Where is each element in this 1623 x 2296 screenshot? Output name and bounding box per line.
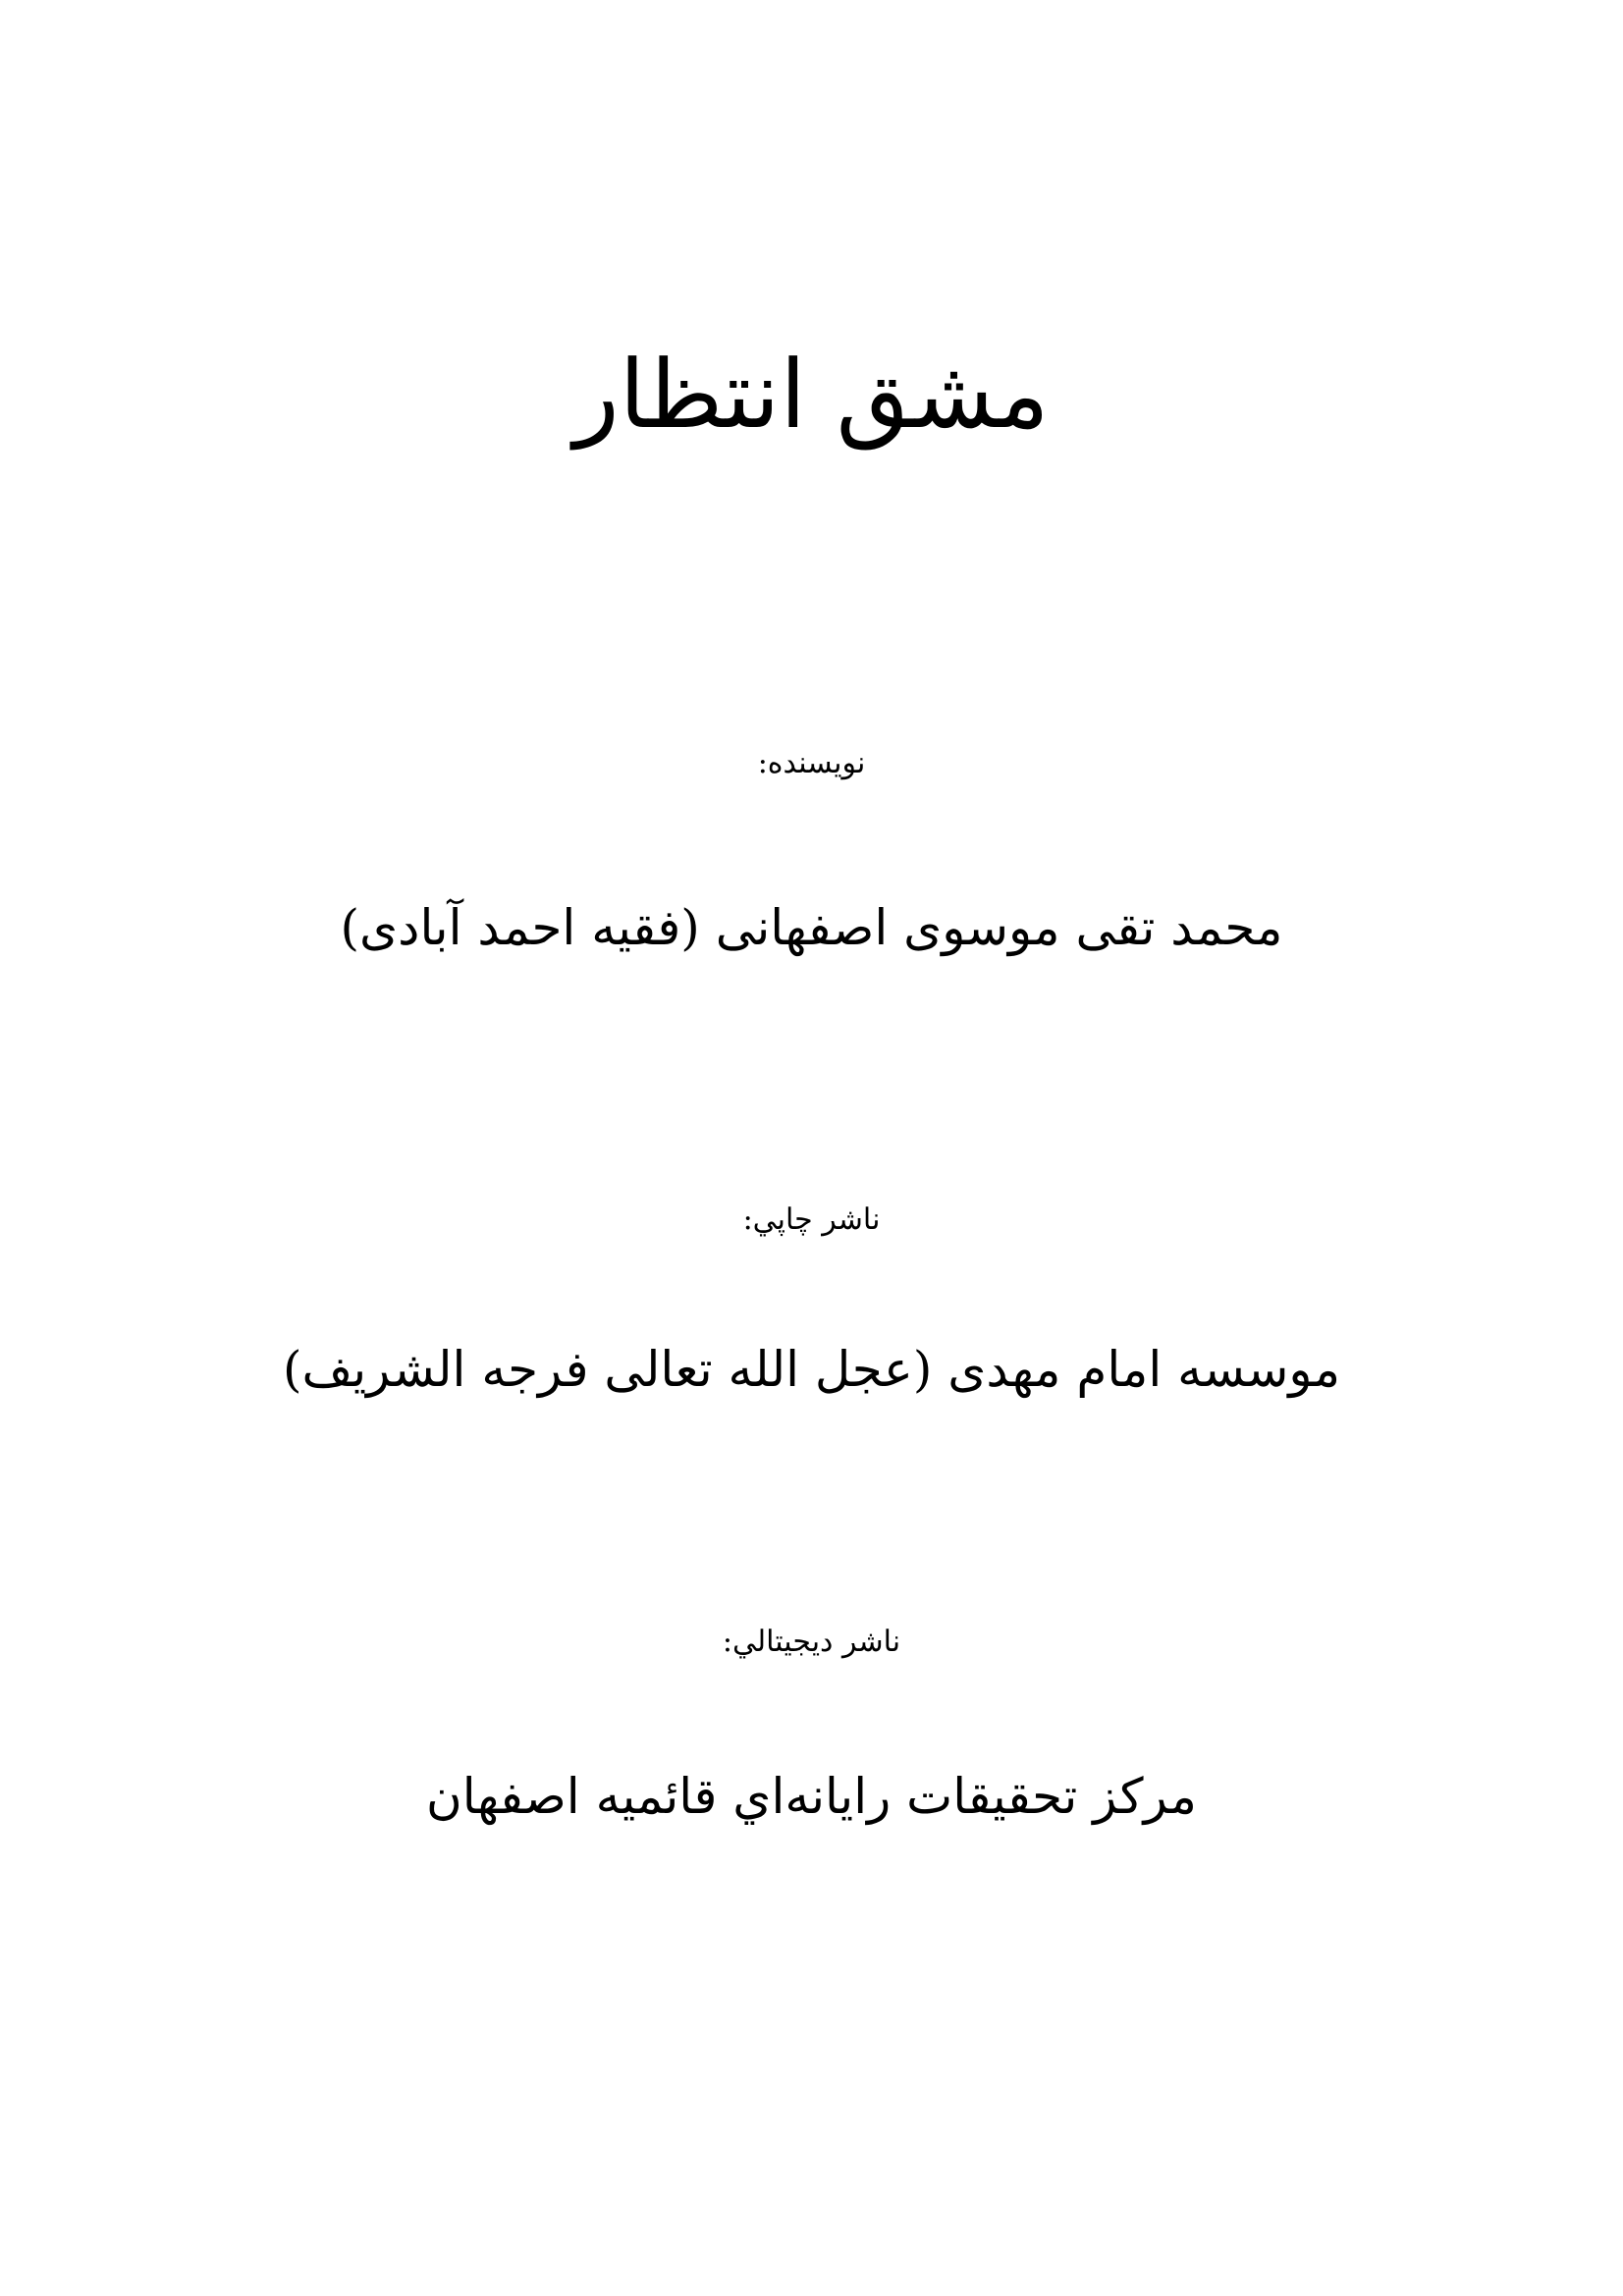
book-title: مشق انتظار [573, 340, 1050, 450]
print-publisher-label: ناشر چاپي: [742, 1202, 881, 1237]
author-label: نویسنده: [757, 746, 866, 780]
author-name: محمد تقی موسوی اصفهانی (فقیه احمد آبادی) [340, 899, 1283, 956]
print-publisher-name: موسسه امام مهدی (عجل الله تعالی فرجه الشریف) [282, 1341, 1341, 1398]
digital-publisher-label: ناشر ديجيتالي: [722, 1625, 901, 1659]
digital-publisher-name: مرکز تحقيقات رايانه‌اي قائميه اصفهان [426, 1768, 1197, 1825]
